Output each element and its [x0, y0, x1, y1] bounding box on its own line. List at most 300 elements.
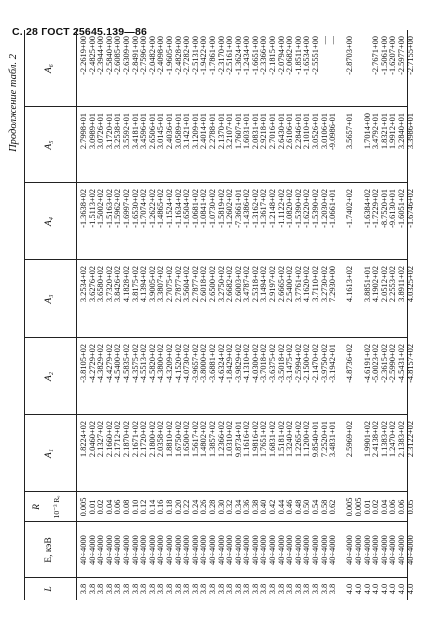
table-cell: 3.7110+02: [311, 266, 321, 302]
table-cell: 3.3986+01: [405, 113, 415, 150]
table-cell: -2.7596+00: [139, 36, 149, 75]
table-cell: 3.7761+02: [293, 266, 303, 303]
table-cell: -2.8703+00: [345, 36, 355, 75]
table-cell: 4.1620+02: [302, 266, 312, 303]
header-R-top: R: [32, 504, 42, 510]
table-cell: -2.5977+00: [396, 36, 406, 75]
table-cell: 0.06: [396, 499, 406, 515]
table-cell: -1.5390+02: [293, 189, 303, 228]
table-cell: 2.2553+02: [388, 266, 398, 303]
table-cell: -1.2622+02: [147, 189, 157, 228]
table-cell: -4.3829+02: [96, 344, 106, 383]
table-cell: -4.6324+02: [216, 344, 226, 383]
table-cell: 3.2840+01: [396, 113, 406, 150]
table-cell: 3.8175+02: [130, 266, 140, 303]
table-cell: 40÷4000: [405, 535, 415, 565]
table-cell: 40÷4000: [79, 535, 88, 565]
table-cell: -2.1500+02: [302, 344, 312, 383]
table-cell: 3.4181+01: [130, 113, 140, 150]
table-cell: -1.3638+02: [79, 189, 88, 228]
table-cell: -7.3661+01: [233, 189, 243, 228]
table-cell: 1.1616+02: [242, 421, 252, 458]
table-cell: 3.3807+02: [156, 266, 166, 303]
table-cell: -1.4865+02: [156, 189, 166, 228]
table-cell: 40÷4000: [96, 535, 106, 565]
header-bottom-rule: [76, 30, 77, 600]
table-cell: 3.8: [173, 583, 183, 595]
table-cell: 3.8: [130, 583, 140, 595]
table-cell: 3.1209+01: [190, 113, 200, 150]
table-cell: 40÷4000: [113, 535, 123, 565]
table-cell: -1.5061+00: [379, 36, 389, 75]
table-cell: 40÷4000: [233, 535, 243, 565]
table-cell: 40÷4000: [362, 535, 372, 565]
table-cell: 2.9218+01: [259, 113, 269, 150]
table-cell: 2.5969+02: [345, 421, 355, 458]
table-cell: 1.7607+01: [233, 113, 243, 150]
table-cell: 3.1720+01: [104, 113, 114, 150]
table-cell: 4.0: [396, 583, 406, 595]
table-cell: 3.8: [190, 583, 200, 595]
table-cell: 4.1828+02: [121, 266, 131, 303]
table-cell: 0.32: [225, 499, 235, 515]
table-cell: 0.58: [319, 499, 329, 515]
table-cell: 3.8: [276, 583, 286, 595]
table-cell: -4.5400+02: [113, 344, 123, 383]
table-cell: 3.8: [156, 583, 166, 595]
table-cell: 40÷4000: [87, 535, 97, 565]
table-cell: -2.3944+00: [96, 36, 106, 75]
table-cell: 4.0: [354, 583, 363, 595]
table-cell: 3.8: [121, 583, 131, 595]
table-cell: -2.0682+00: [285, 36, 295, 75]
table-cell: -4.0300+02: [250, 344, 260, 383]
table-cell: 40÷4000: [207, 535, 217, 565]
table-cell: -1.2602+02: [225, 189, 235, 228]
table-cell: -2.6309+00: [121, 36, 131, 75]
table-cell: 2.4036+01: [164, 113, 174, 150]
table-cell: 2.6682+02: [225, 266, 235, 303]
table-cell: 0.54: [311, 499, 321, 515]
table-cell: 1.9816+02: [250, 421, 260, 458]
table-cell: 40÷4000: [121, 535, 131, 565]
column-A3: [79, 266, 415, 338]
table-cell: 40÷4000: [259, 535, 269, 565]
table-cell: -2.4825+00: [87, 36, 97, 75]
table-cell: -4.1520+02: [173, 344, 183, 383]
column-A1: [79, 421, 415, 492]
table-cell: 3.8: [302, 583, 312, 595]
header-A6: A₆: [44, 63, 54, 74]
table-cell: -4.8157+02: [405, 344, 415, 383]
table-caption: Продолжение табл. 2: [8, 54, 19, 152]
table-cell: 0.01: [362, 499, 372, 515]
header-A5: A₅: [44, 140, 54, 150]
table-cell: —: [328, 36, 338, 45]
table-cell: 1.7651+02: [259, 421, 269, 458]
table-cell: 2.6018+02: [199, 266, 209, 303]
table-cell: -1.8511+00: [293, 36, 303, 75]
table-cell: 2.2846+01: [293, 113, 303, 150]
table-cell: 0.005: [79, 497, 88, 517]
table-cell: 40÷4000: [164, 535, 174, 565]
table-cell: 0.02: [371, 499, 381, 515]
table-cell: 3.8: [199, 583, 209, 595]
table-cell: -2.3366+00: [259, 36, 269, 75]
table-cell: -1.7229+02: [371, 189, 381, 228]
table-cell: 1.5181+02: [276, 421, 286, 458]
table-cell: 40÷4000: [379, 535, 389, 565]
table-cell: -3.1942+01: [328, 344, 338, 383]
table-cell: 3.2538+01: [113, 113, 123, 150]
page-header: С. 28 ГОСТ 25645.139—86: [12, 26, 148, 38]
table-cell: 4.0: [362, 583, 372, 595]
table-cell: -3.5018+02: [276, 344, 286, 383]
table-cell: 3.0726+01: [96, 113, 106, 150]
table-cell: 0.24: [190, 499, 200, 515]
table-cell: 3.1494+02: [259, 266, 269, 303]
table-cell: -1.0681+02: [190, 189, 200, 228]
table-cell: -3.9657+02: [190, 344, 200, 383]
table-cell: 1.6500+02: [182, 421, 192, 458]
table-cell: -2.7155+00: [405, 36, 415, 75]
table-cell: -1.1122+02: [276, 189, 286, 228]
table-cell: 0.06: [113, 499, 123, 515]
table-cell: 3.4831+01: [328, 421, 338, 458]
table-cell: 0.50: [302, 499, 312, 515]
table-cell: 3.1421+01: [182, 113, 192, 150]
table-cell: 3.8: [328, 583, 338, 595]
table-cell: -1.1634+02: [173, 189, 183, 228]
table-cell: -1.5163+02: [104, 189, 114, 228]
table-cell: 0.20: [173, 499, 183, 515]
table-cell: 3.8: [216, 583, 226, 595]
table-cell: 1.1383+02: [379, 421, 389, 458]
table-cell: -2.5131+00: [190, 36, 200, 75]
table-cell: 2.0460+02: [87, 421, 97, 458]
table-cell: -9.0986-01: [328, 113, 338, 150]
table-cell: -2.1815+00: [268, 36, 278, 75]
column-A5: [79, 113, 415, 183]
table-cell: 0.04: [379, 499, 389, 515]
table-cell: 2.5400+02: [285, 266, 295, 303]
table-cell: 3.5657+01: [345, 113, 355, 150]
table-cell: 0.40: [259, 499, 269, 515]
table-cell: 3.8: [268, 583, 278, 595]
table-cell: 40÷4000: [396, 535, 406, 565]
table-cell: -5.0023+02: [371, 344, 381, 383]
table-cell: -1.5962+02: [113, 189, 123, 228]
table-cell: 40÷4000: [190, 535, 200, 565]
table-cell: 2.7877+02: [190, 266, 200, 303]
header-A2: A₂: [44, 371, 54, 382]
table-cell: -1.0820+02: [285, 189, 295, 228]
table-cell: -4.5820+02: [147, 344, 157, 383]
table-cell: 3.5604+02: [182, 266, 192, 303]
table-cell: -4.4279+02: [104, 344, 114, 383]
table-cell: 1.2265+02: [293, 421, 303, 458]
table-cell: -3.8000+02: [199, 344, 209, 383]
table-cell: -3.6881+02: [207, 344, 217, 383]
table-cell: -8.7520+01: [379, 189, 389, 228]
table-cell: 4.0: [405, 583, 415, 595]
table-cell: -2.0794+00: [276, 36, 286, 75]
table-cell: 2.1660+02: [104, 421, 114, 458]
table-cell: 40÷4000: [156, 535, 166, 565]
table-cell: 40÷4000: [293, 535, 303, 565]
table-cell: 3.0106+01: [319, 113, 329, 150]
table-cell: 2.6665+02: [276, 266, 286, 303]
table-cell: 0.005: [345, 497, 355, 517]
table-cell: -2.7282+00: [182, 36, 192, 75]
table-cell: 3.8: [207, 583, 217, 595]
table-cell: 0.44: [276, 499, 286, 515]
table-cell: -1.6220+02: [302, 189, 312, 228]
column-L: [79, 578, 415, 600]
table-cell: 3.4596+01: [139, 113, 149, 150]
table-cell: 1.7014+00: [362, 113, 372, 150]
table-cell: 2.1720+02: [139, 421, 149, 458]
table-cell: 4.0: [388, 583, 398, 595]
table-cell: -4.3209+02: [164, 344, 174, 383]
table-cell: 2.7016+01: [268, 113, 278, 150]
table-cell: 3.8: [242, 583, 252, 595]
table-cell: 3.6580+02: [96, 266, 106, 303]
table-cell: 2.3122+02: [405, 421, 415, 458]
table-cell: 3.8: [285, 583, 295, 595]
table-cell: 3.0145+01: [156, 113, 166, 150]
table-cell: 9.8540+01: [311, 421, 321, 458]
table-cell: 0.08: [121, 499, 131, 515]
table-cell: -4.8736+02: [345, 344, 355, 383]
table-cell: 3.4792+01: [371, 113, 381, 150]
table-cell: 2.0831+01: [250, 113, 260, 150]
table-cell: -4.3800+02: [156, 344, 166, 383]
table-cell: 1.3240+02: [285, 421, 295, 458]
table-cell: -1.0730+02: [207, 189, 217, 228]
table-cell: -1.7074+02: [139, 189, 149, 228]
table-cell: 2.7877+02: [173, 266, 183, 303]
table-cell: -2.0482+00: [147, 36, 157, 75]
table-cell: 3.5592+01: [121, 113, 131, 150]
table-cell: -3.1475+02: [285, 344, 295, 383]
table-cell: -1.5002+02: [96, 189, 106, 228]
table-cell: -2.2619+00: [79, 36, 88, 75]
table-cell: -1.3624+00: [233, 36, 243, 75]
data-table: [24, 30, 415, 600]
table-cell: 3.8: [293, 583, 303, 595]
table-cell: -1.2434+00: [242, 36, 252, 75]
table-cell: 0.10: [130, 499, 140, 515]
table-cell: 0.02: [96, 499, 106, 515]
table-cell: -1.5390+02: [311, 189, 321, 228]
table-cell: 2.6003+02: [233, 266, 243, 303]
table-cell: 0.46: [285, 499, 295, 515]
table-cell: 3.7320+02: [104, 266, 114, 303]
column-A2: [79, 344, 415, 415]
table-cell: 2.7075+02: [164, 266, 174, 303]
table-cell: -4.1310+02: [242, 344, 252, 383]
table-cell: 2.0512+02: [379, 266, 389, 303]
table-cell: 40÷4000: [285, 535, 295, 565]
table-cell: 3.8: [311, 583, 321, 595]
column-R: [79, 492, 415, 522]
table-cell: 2.4014+01: [199, 113, 209, 150]
table-cell: -1.6534+00: [302, 36, 312, 75]
table-cell: 0.01: [87, 499, 97, 515]
table-cell: 40÷4000: [225, 535, 235, 565]
table-cell: 0.18: [164, 499, 174, 515]
table-top-rule: [24, 30, 25, 600]
table-cell: 40÷4000: [319, 535, 329, 565]
table-cell: -1.6051+02: [396, 189, 406, 228]
table-cell: -3.9829+02: [233, 344, 243, 383]
table-cell: 1.4802+02: [199, 421, 209, 458]
table-cell: 0.12: [139, 499, 149, 515]
table-cell: 3.8: [147, 583, 157, 595]
table-cell: -1.6530+02: [130, 189, 140, 228]
table-cell: 3.8: [250, 583, 260, 595]
table-cell: -4.0730+02: [182, 344, 192, 383]
table-cell: 40÷4000: [130, 535, 140, 565]
table-cell: -1.5819+02: [216, 189, 226, 228]
table-cell: 3.2750+02: [216, 266, 226, 303]
table-cell: 0.36: [242, 499, 252, 515]
table-cell: 3.8: [79, 583, 88, 595]
table-cell: 40÷4000: [302, 535, 312, 565]
table-cell: 4.1902+02: [371, 266, 381, 303]
table-cell: 2.6106+01: [285, 113, 295, 150]
table-cell: 1.5617+02: [190, 421, 200, 458]
table-cell: 0.34: [233, 499, 243, 515]
table-cell: 40÷4000: [147, 535, 157, 565]
table-cell: 0.26: [199, 499, 209, 515]
table-cell: 0.30: [216, 499, 226, 515]
table-cell: 3.8426+02: [113, 266, 123, 303]
header-L: L: [44, 586, 54, 592]
table-cell: 40÷4000: [276, 535, 286, 565]
table-cell: 4.0: [345, 583, 355, 595]
table-cell: -1.9422+00: [199, 36, 209, 75]
table-cell: 3.8: [87, 583, 97, 595]
table-cell: -4.5835+02: [121, 344, 131, 383]
table-cell: 40÷4000: [182, 535, 192, 565]
rotated-table-page: [8, 30, 415, 600]
table-cell: 0.28: [207, 499, 217, 515]
table-cell: 1.0310+02: [225, 421, 235, 458]
table-cell: -2.5551+00: [311, 36, 321, 75]
table-cell: 4.1394+02: [139, 266, 149, 303]
table-cell: 7.2930+00: [328, 266, 338, 303]
table-cell: -1.9605+00: [164, 36, 174, 75]
table-cell: 1.1200+02: [302, 421, 312, 458]
table-cell: 0.16: [156, 499, 166, 515]
table-cell: 1.9912+01: [388, 113, 398, 150]
table-cell: 4.0: [379, 583, 389, 595]
table-cell: 2.1712+02: [113, 421, 123, 458]
table-cell: -1.3162+02: [250, 189, 260, 228]
table-cell: 0.38: [250, 499, 260, 515]
table-cell: 1.8321+01: [379, 113, 389, 150]
table-cell: 2.2788+01: [207, 113, 217, 150]
table-cell: 40÷4000: [328, 535, 338, 565]
table-cell: -1.6207+00: [388, 36, 398, 75]
table-cell: 2.1671+02: [130, 421, 140, 458]
table-cell: 2.1010+01: [302, 113, 312, 150]
table-cell: 40÷4000: [311, 535, 321, 565]
table-cell: -1.0841+02: [199, 189, 209, 228]
table-cell: 40÷4000: [371, 535, 381, 565]
table-cell: -2.3615+02: [379, 344, 389, 383]
table-cell: 1.9901+02: [362, 421, 372, 458]
table-cell: -1.6651+00: [250, 36, 260, 75]
table-cell: -1.0661+01: [328, 189, 338, 228]
table-cell: -1.6746+02: [405, 189, 415, 228]
table-cell: -2.6085+00: [113, 36, 123, 75]
table-cell: 9.8734+01: [233, 421, 243, 458]
table-cell: 1.6750+02: [173, 421, 183, 458]
table-cell: 40÷4000: [250, 535, 260, 565]
header-E: E, кэВ: [44, 537, 54, 563]
table-cell: 2.7998+01: [79, 113, 88, 150]
column-A4: [79, 189, 415, 260]
table-cell: -2.8491+00: [130, 36, 140, 75]
table-cell: 7.2520+01: [319, 421, 329, 458]
table-cell: -2.5840+00: [104, 36, 114, 75]
table-cell: 3.0526+01: [311, 113, 321, 150]
table-cell: 4.0325+02: [405, 266, 415, 303]
table-cell: 3.8851+01: [362, 266, 372, 303]
table-cell: 2.1370+01: [216, 113, 226, 150]
table-cell: 3.8: [259, 583, 269, 595]
table-cell: 40÷4000: [345, 535, 355, 565]
table-cell: 0.005: [354, 497, 363, 517]
table-cell: 2.9197+02: [268, 266, 278, 303]
table-cell: -9.6130+01: [388, 189, 398, 228]
table-cell: -1.3617+02: [259, 189, 269, 228]
table-cell: -1.2148+02: [268, 189, 278, 228]
table-cell: -1.1524+02: [164, 189, 174, 228]
table-cell: 0.14: [147, 499, 157, 515]
table-cell: 0.22: [182, 499, 192, 515]
table-cell: -4.6191+02: [362, 344, 372, 383]
table-cell: 2.0358+02: [156, 421, 166, 458]
table-cell: 3.6276+02: [87, 266, 97, 303]
table-cell: 0.48: [293, 499, 303, 515]
table-cell: -4.5431+02: [396, 344, 406, 383]
table-cell: -4.3575+02: [130, 344, 140, 383]
table-cell: -3.7018+02: [259, 344, 269, 383]
table-cell: -4.2729+02: [87, 344, 97, 383]
header-R-bottom: 10⁻³ Rₑ: [52, 495, 61, 519]
table-cell: 0.04: [104, 499, 114, 515]
table-cell: -1.8429+02: [225, 344, 235, 383]
table-cell: 3.8: [113, 583, 123, 595]
table-cell: 1.3857+02: [207, 421, 217, 458]
table-cell: 3.8: [164, 583, 174, 595]
column-E: [79, 522, 415, 578]
table-cell: 3.8: [225, 583, 235, 595]
table-cell: -2.4828+00: [173, 36, 183, 75]
table-cell: 3.2534+02: [79, 266, 88, 303]
table-cell: -2.5990+02: [388, 344, 398, 383]
table-cell: 0.05: [405, 499, 415, 515]
table-cell: 2.5318+02: [250, 266, 260, 303]
column-A6: [79, 36, 415, 107]
table-cell: -1.6504+02: [182, 189, 192, 228]
table-cell: -1.6384+02: [362, 189, 372, 228]
table-cell: 1.8810+02: [164, 421, 174, 458]
